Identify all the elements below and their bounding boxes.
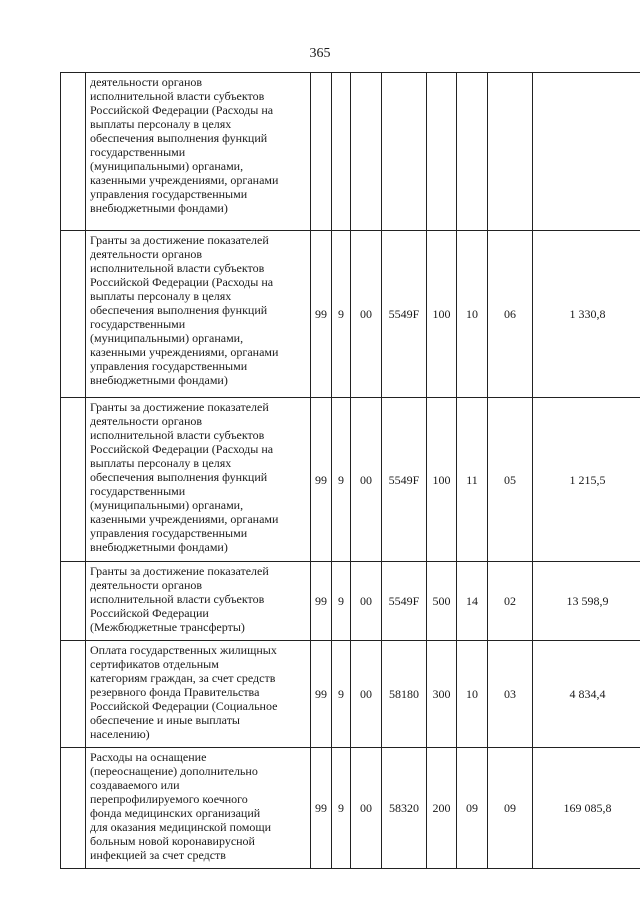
row-number-cell: [61, 562, 86, 641]
row-description: деятельности органов исполнительной власти субъектов Российской Федерации (Расходы на выплаты персоналу в целях обеспечения выполнения функций государственными (муниципальными) органами, казенными учреждениями, органами управления государственными внебюджетными фондами): [90, 75, 279, 215]
table-row: [61, 562, 640, 641]
main-measure-code-cell: 00: [351, 562, 382, 641]
section-cell: 10: [457, 231, 488, 398]
subsection-cell: [488, 73, 533, 231]
subprogram-code-cell: [332, 73, 351, 231]
direction-code-cell: [382, 73, 427, 231]
row-number-cell: [61, 748, 86, 869]
description-cell: [86, 398, 311, 562]
subsection-cell: 02: [488, 562, 533, 641]
expense-type-cell: 100: [427, 398, 457, 562]
row-number-cell: [61, 641, 86, 748]
amount-cell: [533, 73, 640, 231]
row-number-cell: [61, 398, 86, 562]
main-measure-code-cell: 00: [351, 398, 382, 562]
subprogram-code-cell: 9: [332, 641, 351, 748]
description-cell: [86, 231, 311, 398]
subprogram-code-cell: 9: [332, 748, 351, 869]
section-cell: 11: [457, 398, 488, 562]
row-description: Расходы на оснащение (переоснащение) дополнительно создаваемого или перепрофилируемого коечного фонда медицинских организаций для оказания медицинской помощи больным новой коронавирусной инфекцией за счет средств: [90, 750, 271, 862]
direction-code-cell: 5549F: [382, 231, 427, 398]
subsection-cell: 09: [488, 748, 533, 869]
description-cell: [86, 73, 311, 231]
main-measure-code-cell: 00: [351, 231, 382, 398]
row-description: Гранты за достижение показателей деятельности органов исполнительной власти субъектов Российской Федерации (Расходы на выплаты персоналу в целях обеспечения выполнения функций государственными (муниципальными) органами, казенными учреждениями, органами управления государственными внебюджетными фондами): [90, 233, 279, 387]
description-cell: [86, 641, 311, 748]
row-number-cell: [61, 231, 86, 398]
row-description: Гранты за достижение показателей деятельности органов исполнительной власти субъектов Российской Федерации (Межбюджетные трансферты): [90, 564, 269, 634]
table-row: [61, 73, 640, 231]
program-code-cell: 99: [311, 231, 332, 398]
main-measure-code-cell: 00: [351, 748, 382, 869]
description-cell: [86, 748, 311, 869]
direction-code-cell: 5549F: [382, 562, 427, 641]
main-measure-code-cell: 00: [351, 641, 382, 748]
row-number-cell: [61, 73, 86, 231]
page-number: 365: [309, 46, 331, 61]
subprogram-code-cell: 9: [332, 562, 351, 641]
amount-cell: 169 085,8: [533, 748, 640, 869]
direction-code-cell: 58180: [382, 641, 427, 748]
expense-type-cell: 300: [427, 641, 457, 748]
subsection-cell: 06: [488, 231, 533, 398]
expense-type-cell: 500: [427, 562, 457, 641]
amount-cell: 1 215,5: [533, 398, 640, 562]
amount-cell: 1 330,8: [533, 231, 640, 398]
program-code-cell: 99: [311, 562, 332, 641]
subsection-cell: 05: [488, 398, 533, 562]
amount-cell: 4 834,4: [533, 641, 640, 748]
row-description: Гранты за достижение показателей деятельности органов исполнительной власти субъектов Российской Федерации (Расходы на выплаты персоналу в целях обеспечения выполнения функций государственными (муниципальными) органами, казенными учреждениями, органами управления государственными внебюджетными фондами): [90, 400, 279, 554]
section-cell: 14: [457, 562, 488, 641]
direction-code-cell: 58320: [382, 748, 427, 869]
program-code-cell: 99: [311, 641, 332, 748]
subprogram-code-cell: 9: [332, 398, 351, 562]
main-measure-code-cell: [351, 73, 382, 231]
table-row: [61, 231, 640, 398]
subprogram-code-cell: 9: [332, 231, 351, 398]
expense-type-cell: 100: [427, 231, 457, 398]
program-code-cell: 99: [311, 748, 332, 869]
budget-table: [60, 72, 640, 869]
amount-cell: 13 598,9: [533, 562, 640, 641]
row-description: Оплата государственных жилищных сертификатов отдельным категориям граждан, за счет средств резервного фонда Правительства Российской Федерации (Социальное обеспечение и иные выплаты населению): [90, 643, 278, 741]
subsection-cell: 03: [488, 641, 533, 748]
section-cell: [457, 73, 488, 231]
expense-type-cell: 200: [427, 748, 457, 869]
direction-code-cell: 5549F: [382, 398, 427, 562]
expense-type-cell: [427, 73, 457, 231]
section-cell: 10: [457, 641, 488, 748]
section-cell: 09: [457, 748, 488, 869]
table-row: [61, 748, 640, 869]
table-row: [61, 398, 640, 562]
description-cell: [86, 562, 311, 641]
program-code-cell: [311, 73, 332, 231]
table-row: [61, 641, 640, 748]
program-code-cell: 99: [311, 398, 332, 562]
